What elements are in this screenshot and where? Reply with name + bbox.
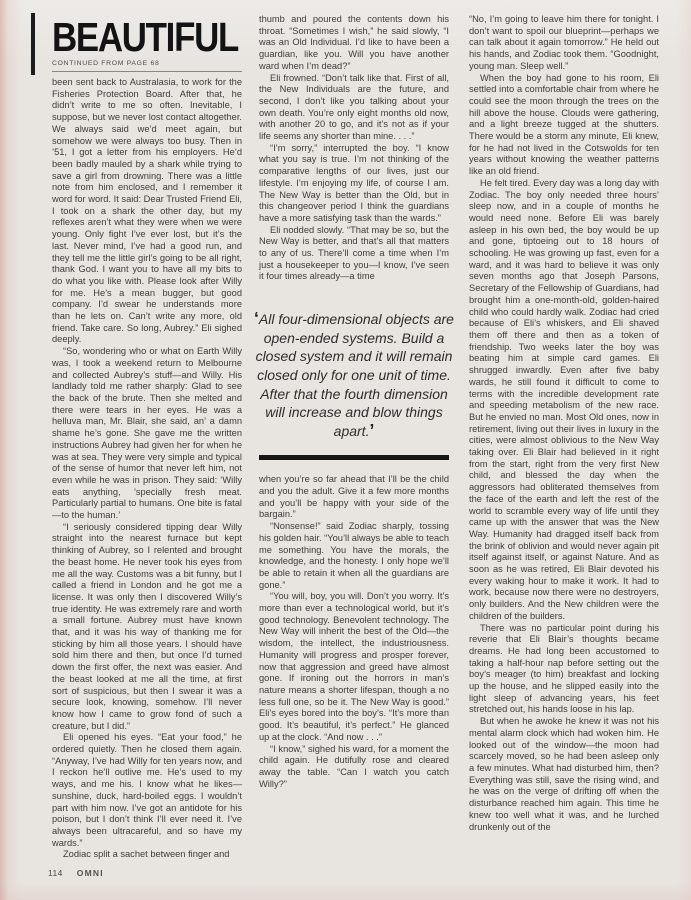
body-paragraph: But when he awoke he knew it was not his mental alarm clock which had woken him. He looked out of the window—the moon had scarcely moved, so he had been asleep only a few minutes. What had disturbed him, then? Everything was still, save the rising wind, and he was on the verge of drifting off when the disturbance reached him again. This time he knew too well what it was, and he lurched drunkenly out of the (469, 716, 659, 832)
body-paragraph: There was no particular point during his reverie that Eli Blair’s thoughts became dreams. He had long been accustomed to taking a half-hour nap before setting out the boy’s meager (to him) breakfast and locking up the house, and he slipped easily into the light sleep of advancing years, his feet stretched out, his hands loose in his lap. (469, 622, 659, 715)
article-header (52, 16, 242, 72)
body-paragraph: been sent back to Australasia, to work for the Fisheries Protection Board. After that, he didn’t write to me so often. Inevitable, I suppose, but we never lost contact altogether. We always said we’d meet again, but somehow we were always too busy. Then in ’51, I got a letter from his employers. He’d been badly mauled by a shark while trying to save a girl from drowning. There was a little note from him enclosed, and I remember it word for word. It said: Dear Trusted Friend Eli, I took on a shark the other day, but my reflexes aren’t what they were when we were young. Only fight I’ve ever lost, but it’s the last. Never mind, I’ve had a good run, and they tell me the little girl’s going to be all right, thank God. I want you to have all my bits to do what you like with. Please look after Willy for me. He’s a mean bugger, but good company. I’d swear he understands more than he lets on. Can’t write any more, old friend. Take care. So long, Aubrey.” Eli sighed deeply. (52, 77, 242, 345)
page-footer (48, 868, 104, 878)
body-paragraph: thumb and poured the contents down his throat. “Sometimes I wish,” he said slowly, “I was an Old Individual. I’d like to have been a guardian, like you. Will you have another ward when I’m dead?” (259, 14, 449, 71)
magazine-name: OMNI (76, 868, 104, 878)
body-paragraph: “You will, boy, you will. Don’t you worry. It’s more than ever a technological world, but it’s good technology. Benevolent technology. The New Way will inherit the best of the Old—the wisdom, the intellect, the industriousness. Humanity will progress and prosper forever, now that aggression and greed have almost gone. If ironing out the horrors in man’s nature means a shorter lifespan, though a no less full one, so be it. The New Way is good.” Eli’s eyes bored into the boy’s. “It’s more than good. It’s beautiful, it’s perfect.” He glanced up at the clock. “And now . . .” (259, 591, 449, 742)
body-paragraph: Eli opened his eyes. “Eat your food,” he ordered quietly. Then he closed them again. “Anyway, I’ve had Willy for ten years now, and I reckon he’ll outlive me. He’s used to my ways, and me his. I know what he likes—sunshine, duck, hard-boiled eggs. I wouldn’t part with him now. I’ve got an antidote for his poison, but I don’t think I’ll ever need it. I’ve always been ultracareful, and so have my wards.” (52, 732, 242, 848)
continued-from-note: CONTINUED FROM PAGE 68 (52, 60, 242, 72)
body-paragraph: Zodiac split a sachet between finger and (63, 849, 230, 860)
body-paragraph: “I’m sorry,” interrupted the boy. “I know what you say is true. I’m not thinking of the comparative lengths of our lives, just our lifestyle. I’m enjoying my life, of course I am. The New Way is better than the Old, but in this changeover period I think the guardians have a more satisfying task than the wards.” (259, 142, 449, 223)
close-quote-mark: ’ (369, 419, 375, 440)
text-column-3 (469, 14, 659, 833)
thick-divider-rule (259, 455, 449, 460)
open-quote-mark: ‘ (254, 308, 259, 329)
body-paragraph: Eli frowned. “Don’t talk like that. First of all, the New Individuals are the future, and second, I don’t like you talking about your own death. You’re only eight months old now, with another 20 to go, and it’s not as if your life seems any shorter than mine. . . .” (259, 72, 449, 142)
body-paragraph: Eli nodded slowly. “That may be so, but the New Way is better, and that’s all that matters to any of us. There’ll come a time when I’m just a housekeeper to you—I know, I’ve seen it four times already—a time (259, 224, 449, 282)
body-paragraph: When the boy had gone to his room, Eli settled into a comfortable chair from where he could see the moon through the trees on the hill above the house. Clouds were gathering, and a light breeze tugged at the shutters. There would be a storm any minute, Eli knew, for he had not lived in the Cotswolds for ten years without knowing the weather patterns like an old friend. (469, 72, 659, 177)
body-paragraph: “I know,” sighed his ward, for a moment the child again. He dutifully rose and cleared away the table. “Can I watch you catch Willy?” (259, 743, 449, 789)
body-paragraph: He felt tired. Every day was a long day with Zodiac. The boy only needed three hours’ sleep now, and in a couple of months he would need none. Before Eli was barely asleep in his own bed, the boy would be up and gone, tiptoeing out to 18 hours of schooling. He was growing up fast, even for a ward, and it was hard to believe it was only seven months ago that Joseph Parsons, Secretary of the Fellowship of Guardians, had brought him a one-month-old, golden-haired child who could hardly walk. Zodiac had cried because of Eli’s whiskers, and Eli shaved them off there and then as a token of friendship. Two weeks later the boy was beating him at simple card games. Eli shrugged inwardly. Even after five baby wards, he still found it difficult to come to terms with the incredible development rate and speeding metabolism of the new race. But he envied no man. Most Old ones, now in retirement, living out their lives in luxury in the cities, were almost oblivious to the New Way taking over. Eli Blair had believed in it right from the start, right from the very first New child, and blessed the day when the aggressors had obliterated themselves from the face of the earth and left the rest of the world to scramble every way of life until they came up with the answer that was the New Way. Humanity had dragged itself back from the brink of oblivion and would never again pit itself against itself, or against Nature. And as soon as he was retired, Eli Blair devoted his every waking hour to make it work. It had to work, because now there were no destroyers, only builders. And the New children were the children of the builders. (469, 177, 659, 621)
body-paragraph: “I seriously considered tipping dear Willy straight into the nearest furnace but kept thinking of Aubrey, so I relented and brought the beast home. He never took his eyes from me all the way. Customs was a bit funny, but I called a friend in London and he got me a license. It was only then I discovered Willy’s true identity. He was extremely rare and worth a small fortune. Aubrey must have known that, and it was his way of thanking me for sticking by him all those years. I should have sold him there and then, but once I’d turned down the first offer, the next was easier. And the beast looked at me all the time, at first sort of suspicious, but then I swear it was a secure look, knowing, somehow. I’ll never know how I came to grow fond of such a creature, but I did.” (52, 521, 242, 731)
text-column-2 (254, 14, 454, 790)
body-paragraph: “So, wondering who or what on Earth Willy was, I took a weekend return to Melbourne and collected Aubrey’s stuff—and Willy. His landlady told me rather sharply: Glad to see the back of the brute. Then she melted and there were tears in her eyes. He was a helluva man, Mr. Blair, she said, an’ a damn shame he’s gone. She gave me the written instructions Aubrey had given her for when he was at sea. They were very simple and typical of the sense of humor that never left him, not even while he was in prison. They said: ‘Willy eats anything, ’specially fresh meat. Particularly partial to humans. One bite is fatal—to the human.’ (52, 346, 242, 521)
page-number: 114 (48, 868, 63, 878)
body-paragraph: when you’re so far ahead that I’ll be the child and you the adult. Give it a few more months and you’ll be happy with your side of the bargain.” (259, 474, 449, 520)
body-paragraph: “Nonsense!” said Zodiac sharply, tossing his golden hair. “You’ll always be able to teach me something. You have the morals, the knowledge, and the honesty. I only hope we’ll be able to retain it when all the guardians are gone.” (259, 521, 449, 590)
pull-quote-text: All four-dimensional objects are open-ended systems. Build a closed system and it will remain closed only for one unit of time. After that the fourth dimension will increase and blow things apart. (255, 311, 454, 439)
page-edge-artifact (31, 13, 35, 75)
body-paragraph: “No, I’m going to leave him there for tonight. I don’t want to spoil our blueprint—perhaps we can talk about it again tomorrow.” He held out his hands, and Zodiac took them. “Goodnight, young man. Sleep well.” (469, 14, 659, 71)
article-title: BEAUTIFUL (52, 14, 238, 60)
pull-quote (250, 310, 458, 440)
text-column-1 (52, 77, 242, 861)
